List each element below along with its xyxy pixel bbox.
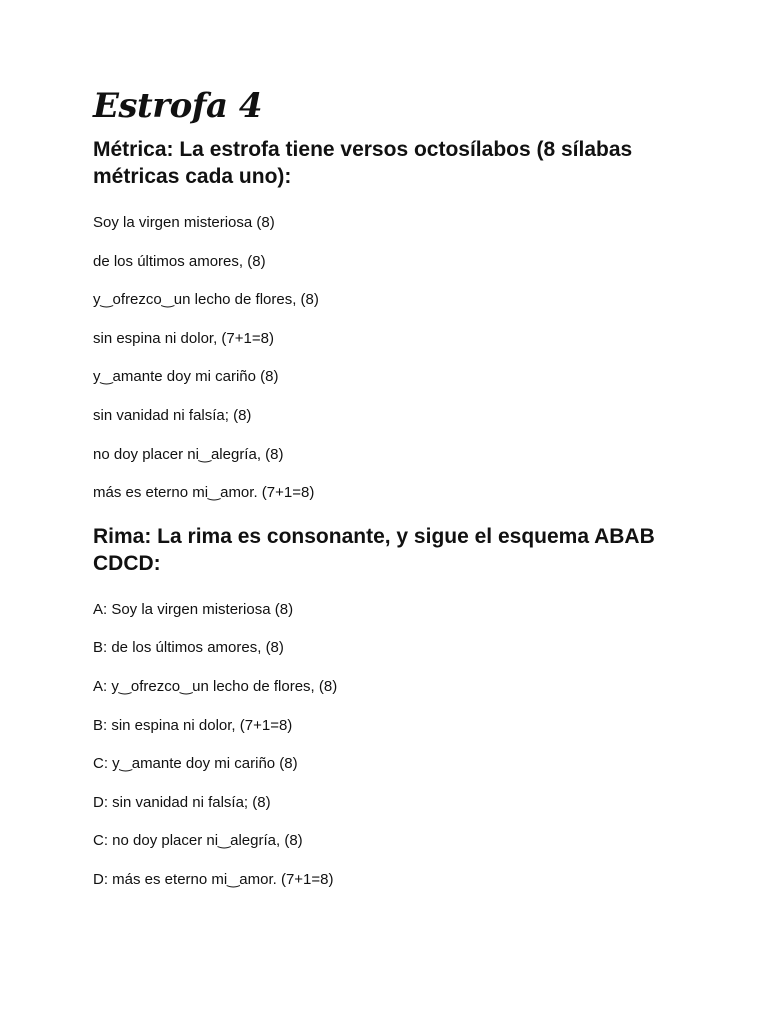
metrica-verse: no doy placer ni‿alegría, (8) [93,445,284,463]
rima-verse: C: y‿amante doy mi cariño (8) [93,755,298,773]
stanza-title: Estrofa 4 [93,86,263,126]
metrica-verse: sin espina ni dolor, (7+1=8) [93,329,274,347]
metrica-verse: de los últimos amores, (8) [93,252,266,270]
rima-heading: Rima: La rima es consonante, y sigue el esquema ABAB CDCD: [93,524,655,575]
metrica-verse: sin vanidad ni falsía; (8) [93,406,252,424]
rima-verse: C: no doy placer ni‿alegría, (8) [93,832,303,850]
rima-verse: B: de los últimos amores, (8) [93,639,284,657]
metrica-heading: Métrica: La estrofa tiene versos octosílabos (8 sílabas métricas cada uno): [93,138,633,188]
metrica-verse: más es eterno mi‿amor. (7+1=8) [93,484,315,502]
rima-verse-list [93,591,693,900]
metrica-verse: y‿amante doy mi cariño (8) [93,368,279,386]
rima-verse: A: Soy la virgen misteriosa (8) [93,600,294,618]
metrica-verse: Soy la virgen misteriosa (8) [93,214,275,231]
metrica-verse: y‿ofrezco‿un lecho de flores, (8) [93,291,319,309]
document-page [93,82,693,900]
rima-verse: D: más es eterno mi‿amor. (7+1=8) [93,870,334,888]
rima-verse: D: sin vanidad ni falsía; (8) [93,793,271,811]
rima-verse: B: sin espina ni dolor, (7+1=8) [93,716,293,734]
metrica-verse-list [93,204,693,513]
rima-verse: A: y‿ofrezco‿un lecho de flores, (8) [93,677,338,695]
